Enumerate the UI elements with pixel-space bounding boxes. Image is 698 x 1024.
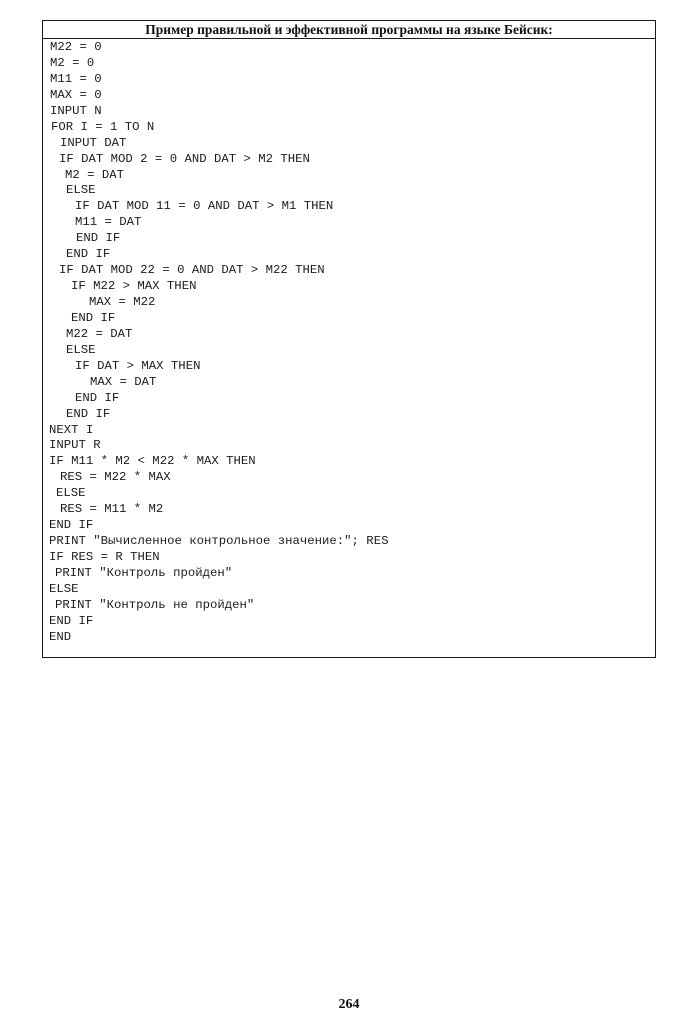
program-listing-box [42,20,656,658]
code-line: ELSE [56,486,86,501]
code-line: END [49,629,72,644]
code-line: IF M22 > MAX THEN [71,279,197,294]
code-line: PRINT "Контроль не пройден" [55,597,255,612]
code-line: M11 = 0 [50,71,102,86]
code-line: FOR I = 1 TO N [51,119,155,134]
code-line: M2 = DAT [65,167,125,182]
code-line: PRINT "Вычисленное контрольное значение:"; RES [49,534,389,549]
code-line: END IF [66,247,111,262]
page-number: 264 [338,997,360,1012]
code-line: IF DAT MOD 2 = 0 AND DAT > M2 THEN [59,151,310,166]
code-line: RES = M11 * M2 [60,502,164,517]
code-line: END IF [49,518,94,533]
code-line: INPUT DAT [60,135,127,150]
code-line: ELSE [49,581,79,596]
code-line: IF M11 * M2 < M22 * MAX THEN [49,454,256,469]
code-line: END IF [66,406,111,421]
listing-title: Пример правильной и эффективной программы на языке Бейсик: [43,21,655,39]
code-line: INPUT N [50,103,102,118]
code-line: END IF [75,390,120,405]
code-line: M2 = 0 [50,55,95,70]
code-line: PRINT "Контроль пройден" [55,565,233,580]
code-line: M11 = DAT [75,215,142,230]
code-line: RES = M22 * MAX [60,470,171,485]
code-line: END IF [76,231,121,246]
code-line: IF RES = R THEN [49,550,160,564]
code-listing [43,39,655,646]
code-line: IF DAT > MAX THEN [75,358,201,373]
code-line: MAX = M22 [89,295,156,309]
code-line: M22 = DAT [66,326,133,341]
code-line: NEXT I [49,422,94,437]
code-line: IF DAT MOD 11 = 0 AND DAT > M1 THEN [75,199,334,214]
code-line: M22 = 0 [50,40,102,54]
code-line: END IF [49,613,94,628]
code-line: ELSE [66,183,96,198]
code-line: END IF [71,310,116,325]
code-line: IF DAT MOD 22 = 0 AND DAT > M22 THEN [59,263,325,278]
code-line: INPUT R [49,438,101,453]
code-line: MAX = DAT [90,374,157,389]
code-line: ELSE [66,342,96,357]
code-line: MAX = 0 [50,87,102,102]
